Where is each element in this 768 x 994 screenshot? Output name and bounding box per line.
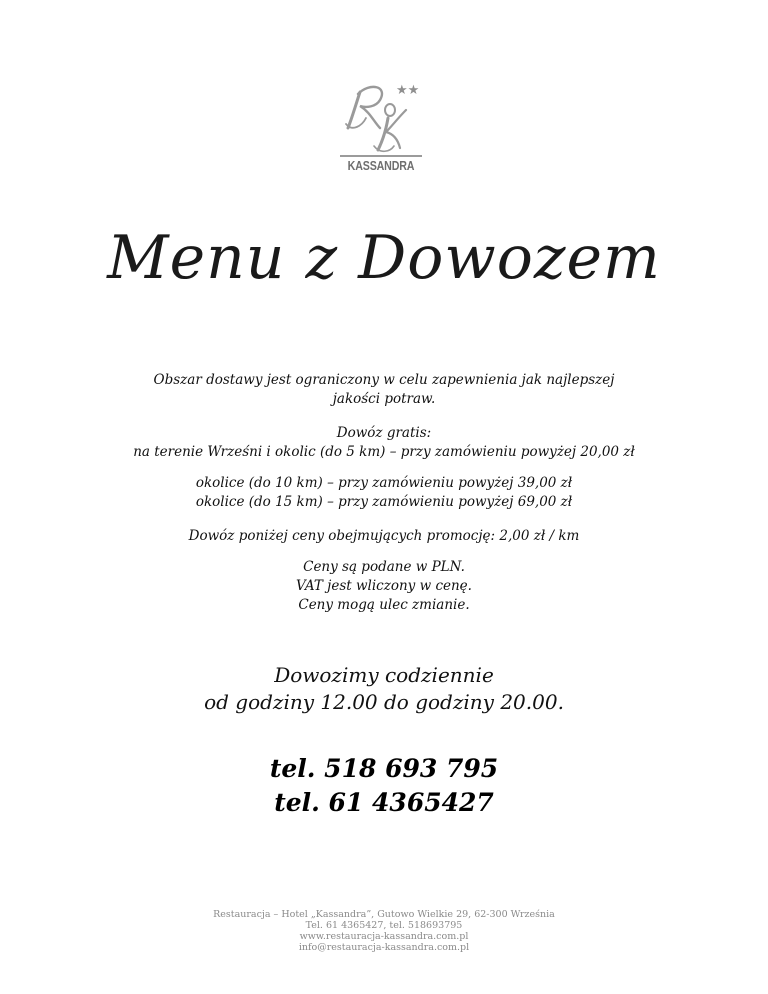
free-delivery-line: na terenie Wrześni i okolic (do 5 km) – przy zamówieniu powyżej 20,00 zł — [133, 444, 635, 460]
price-note-line: Ceny mogą ulec zmianie. — [298, 597, 470, 613]
delivery-intro — [0, 371, 768, 409]
monogram-icon — [336, 74, 426, 158]
footer — [0, 909, 768, 953]
price-note-line: VAT jest wliczony w cenę. — [296, 578, 472, 594]
delivery-fee-line: Dowóz poniżej ceny obejmujących promocję: 2,00 zł / km — [188, 528, 580, 544]
free-delivery-block — [0, 424, 768, 462]
page-title: Menu z Dowozem — [107, 223, 661, 293]
phone-numbers — [0, 752, 768, 820]
logo-brand-text: KASSANDRA — [347, 158, 415, 173]
delivery-hours-line: Dowozimy codziennie — [274, 663, 494, 687]
delivery-area-line: okolice (do 10 km) – przy zamówieniu powyżej 39,00 zł — [195, 475, 573, 491]
stars-icon: ★★ — [396, 83, 420, 98]
hotel-logo — [336, 74, 426, 176]
delivery-area-line: okolice (do 15 km) – przy zamówieniu powyżej 69,00 zł — [195, 494, 573, 510]
footer-email: info@restauracja-kassandra.com.pl — [298, 942, 470, 953]
delivery-hours — [0, 662, 768, 716]
delivery-hours-line: od godziny 12.00 do godziny 20.00. — [204, 690, 564, 714]
price-note-line: Ceny są podane w PLN. — [303, 559, 465, 575]
price-notes — [0, 558, 768, 615]
delivery-intro-line: jakości potraw. — [332, 391, 436, 407]
delivery-areas — [0, 474, 768, 512]
phone-number: tel. 61 4365427 — [274, 788, 494, 817]
delivery-fee — [0, 527, 768, 546]
free-delivery-heading: Dowóz gratis: — [336, 425, 432, 441]
footer-website: www.restauracja-kassandra.com.pl — [299, 931, 469, 942]
footer-phones: Tel. 61 4365427, tel. 518693795 — [305, 920, 463, 931]
delivery-intro-line: Obszar dostawy jest ograniczony w celu zapewnienia jak najlepszej — [153, 372, 615, 388]
phone-number: tel. 518 693 795 — [269, 754, 499, 783]
footer-address: Restauracja – Hotel „Kassandra”, Gutowo Wielkie 29, 62-300 Września — [213, 909, 555, 920]
